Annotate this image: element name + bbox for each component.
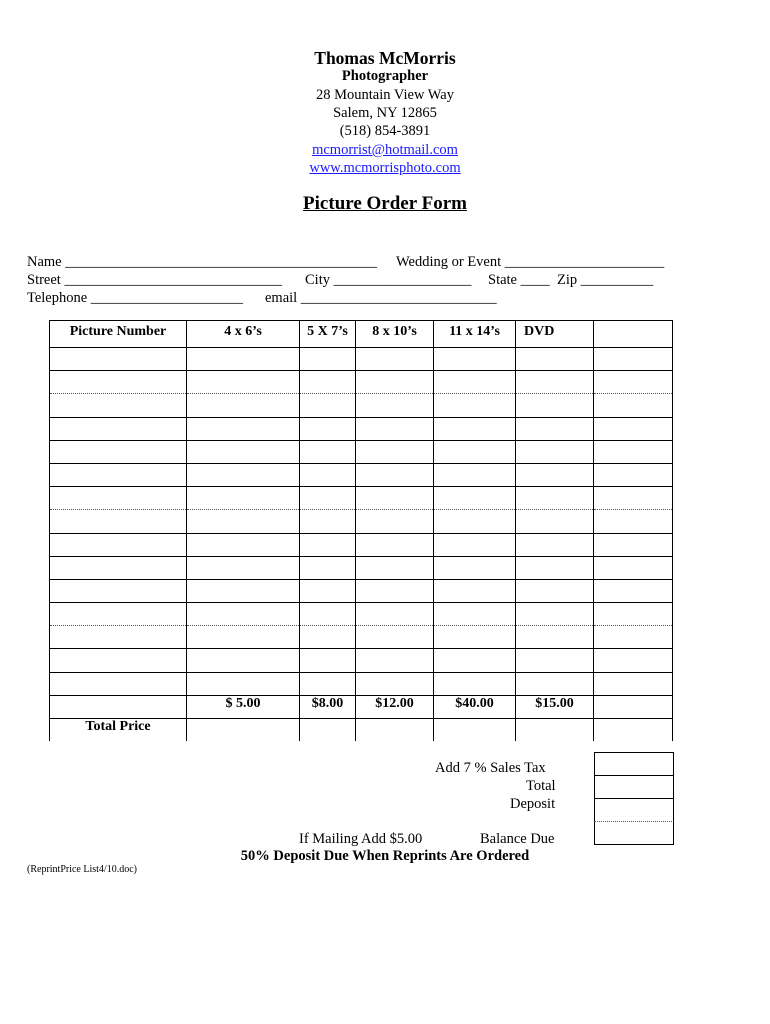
total-label: Total: [526, 778, 556, 794]
table-row[interactable]: [50, 487, 673, 510]
table-header-row: [50, 321, 673, 348]
state-field[interactable]: State ____: [488, 272, 550, 288]
deposit-notice: 50% Deposit Due When Reprints Are Ordered: [240, 848, 530, 864]
col-header-dvd: DVD: [516, 321, 594, 348]
price-4x6: $ 5.00: [187, 695, 300, 718]
email-field[interactable]: email ___________________________: [265, 290, 497, 306]
deposit-box[interactable]: [594, 798, 674, 821]
balance-due-box[interactable]: [594, 821, 674, 845]
telephone-field[interactable]: Telephone _____________________: [27, 290, 244, 306]
table-row[interactable]: [50, 348, 673, 371]
event-field[interactable]: Wedding or Event ______________________: [396, 254, 665, 270]
price-8x10: $12.00: [356, 695, 434, 718]
profession: Photographer: [341, 68, 429, 84]
email-link[interactable]: mcmorrist@hotmail.com: [312, 142, 458, 158]
mailing-note: If Mailing Add $5.00: [299, 831, 423, 847]
website-link[interactable]: www.mcmorrisphoto.com: [309, 160, 461, 176]
deposit-label: Deposit: [510, 796, 556, 812]
table-row[interactable]: [50, 440, 673, 463]
zip-field[interactable]: Zip __________: [557, 272, 654, 288]
address-line-2: Salem, NY 12865: [333, 105, 437, 121]
city-field[interactable]: City ___________________: [305, 272, 472, 288]
col-header-picture-number: Picture Number: [50, 321, 187, 348]
price-5x7: $8.00: [300, 695, 356, 718]
order-table: [49, 320, 673, 741]
table-row[interactable]: [50, 649, 673, 672]
price-row: [50, 695, 673, 718]
table-row[interactable]: [50, 371, 673, 394]
sales-tax-box[interactable]: [594, 752, 674, 775]
price-11x14: $40.00: [434, 695, 516, 718]
address-line-1: 28 Mountain View Way: [316, 87, 454, 103]
table-row[interactable]: [50, 672, 673, 695]
col-header-blank: [594, 321, 673, 348]
photographer-name: Thomas McMorris: [314, 48, 456, 68]
price-dvd: $15.00: [516, 695, 594, 718]
table-row[interactable]: [50, 579, 673, 602]
table-row[interactable]: [50, 463, 673, 486]
col-header-4x6: 4 x 6’s: [187, 321, 300, 348]
total-price-label: Total Price: [50, 719, 187, 742]
table-row[interactable]: [50, 417, 673, 440]
form-title: Picture Order Form: [303, 193, 467, 214]
sales-tax-label: Add 7 % Sales Tax: [435, 760, 546, 776]
street-field[interactable]: Street ______________________________: [27, 272, 282, 288]
name-field[interactable]: Name ___________________________________________: [27, 254, 377, 270]
table-row[interactable]: [50, 556, 673, 579]
table-row[interactable]: [50, 510, 673, 533]
col-header-5x7: 5 X 7’s: [300, 321, 356, 348]
total-price-row[interactable]: [50, 719, 673, 742]
table-row[interactable]: [50, 533, 673, 556]
col-header-8x10: 8 x 10’s: [356, 321, 434, 348]
col-header-11x14: 11 x 14’s: [434, 321, 516, 348]
table-row[interactable]: [50, 603, 673, 626]
total-box[interactable]: [594, 775, 674, 799]
table-row[interactable]: [50, 626, 673, 649]
phone-number: (518) 854-3891: [339, 123, 431, 139]
balance-due-label: Balance Due: [480, 831, 555, 847]
document-footer: (ReprintPrice List4/10.doc): [27, 864, 137, 875]
table-row[interactable]: [50, 394, 673, 417]
